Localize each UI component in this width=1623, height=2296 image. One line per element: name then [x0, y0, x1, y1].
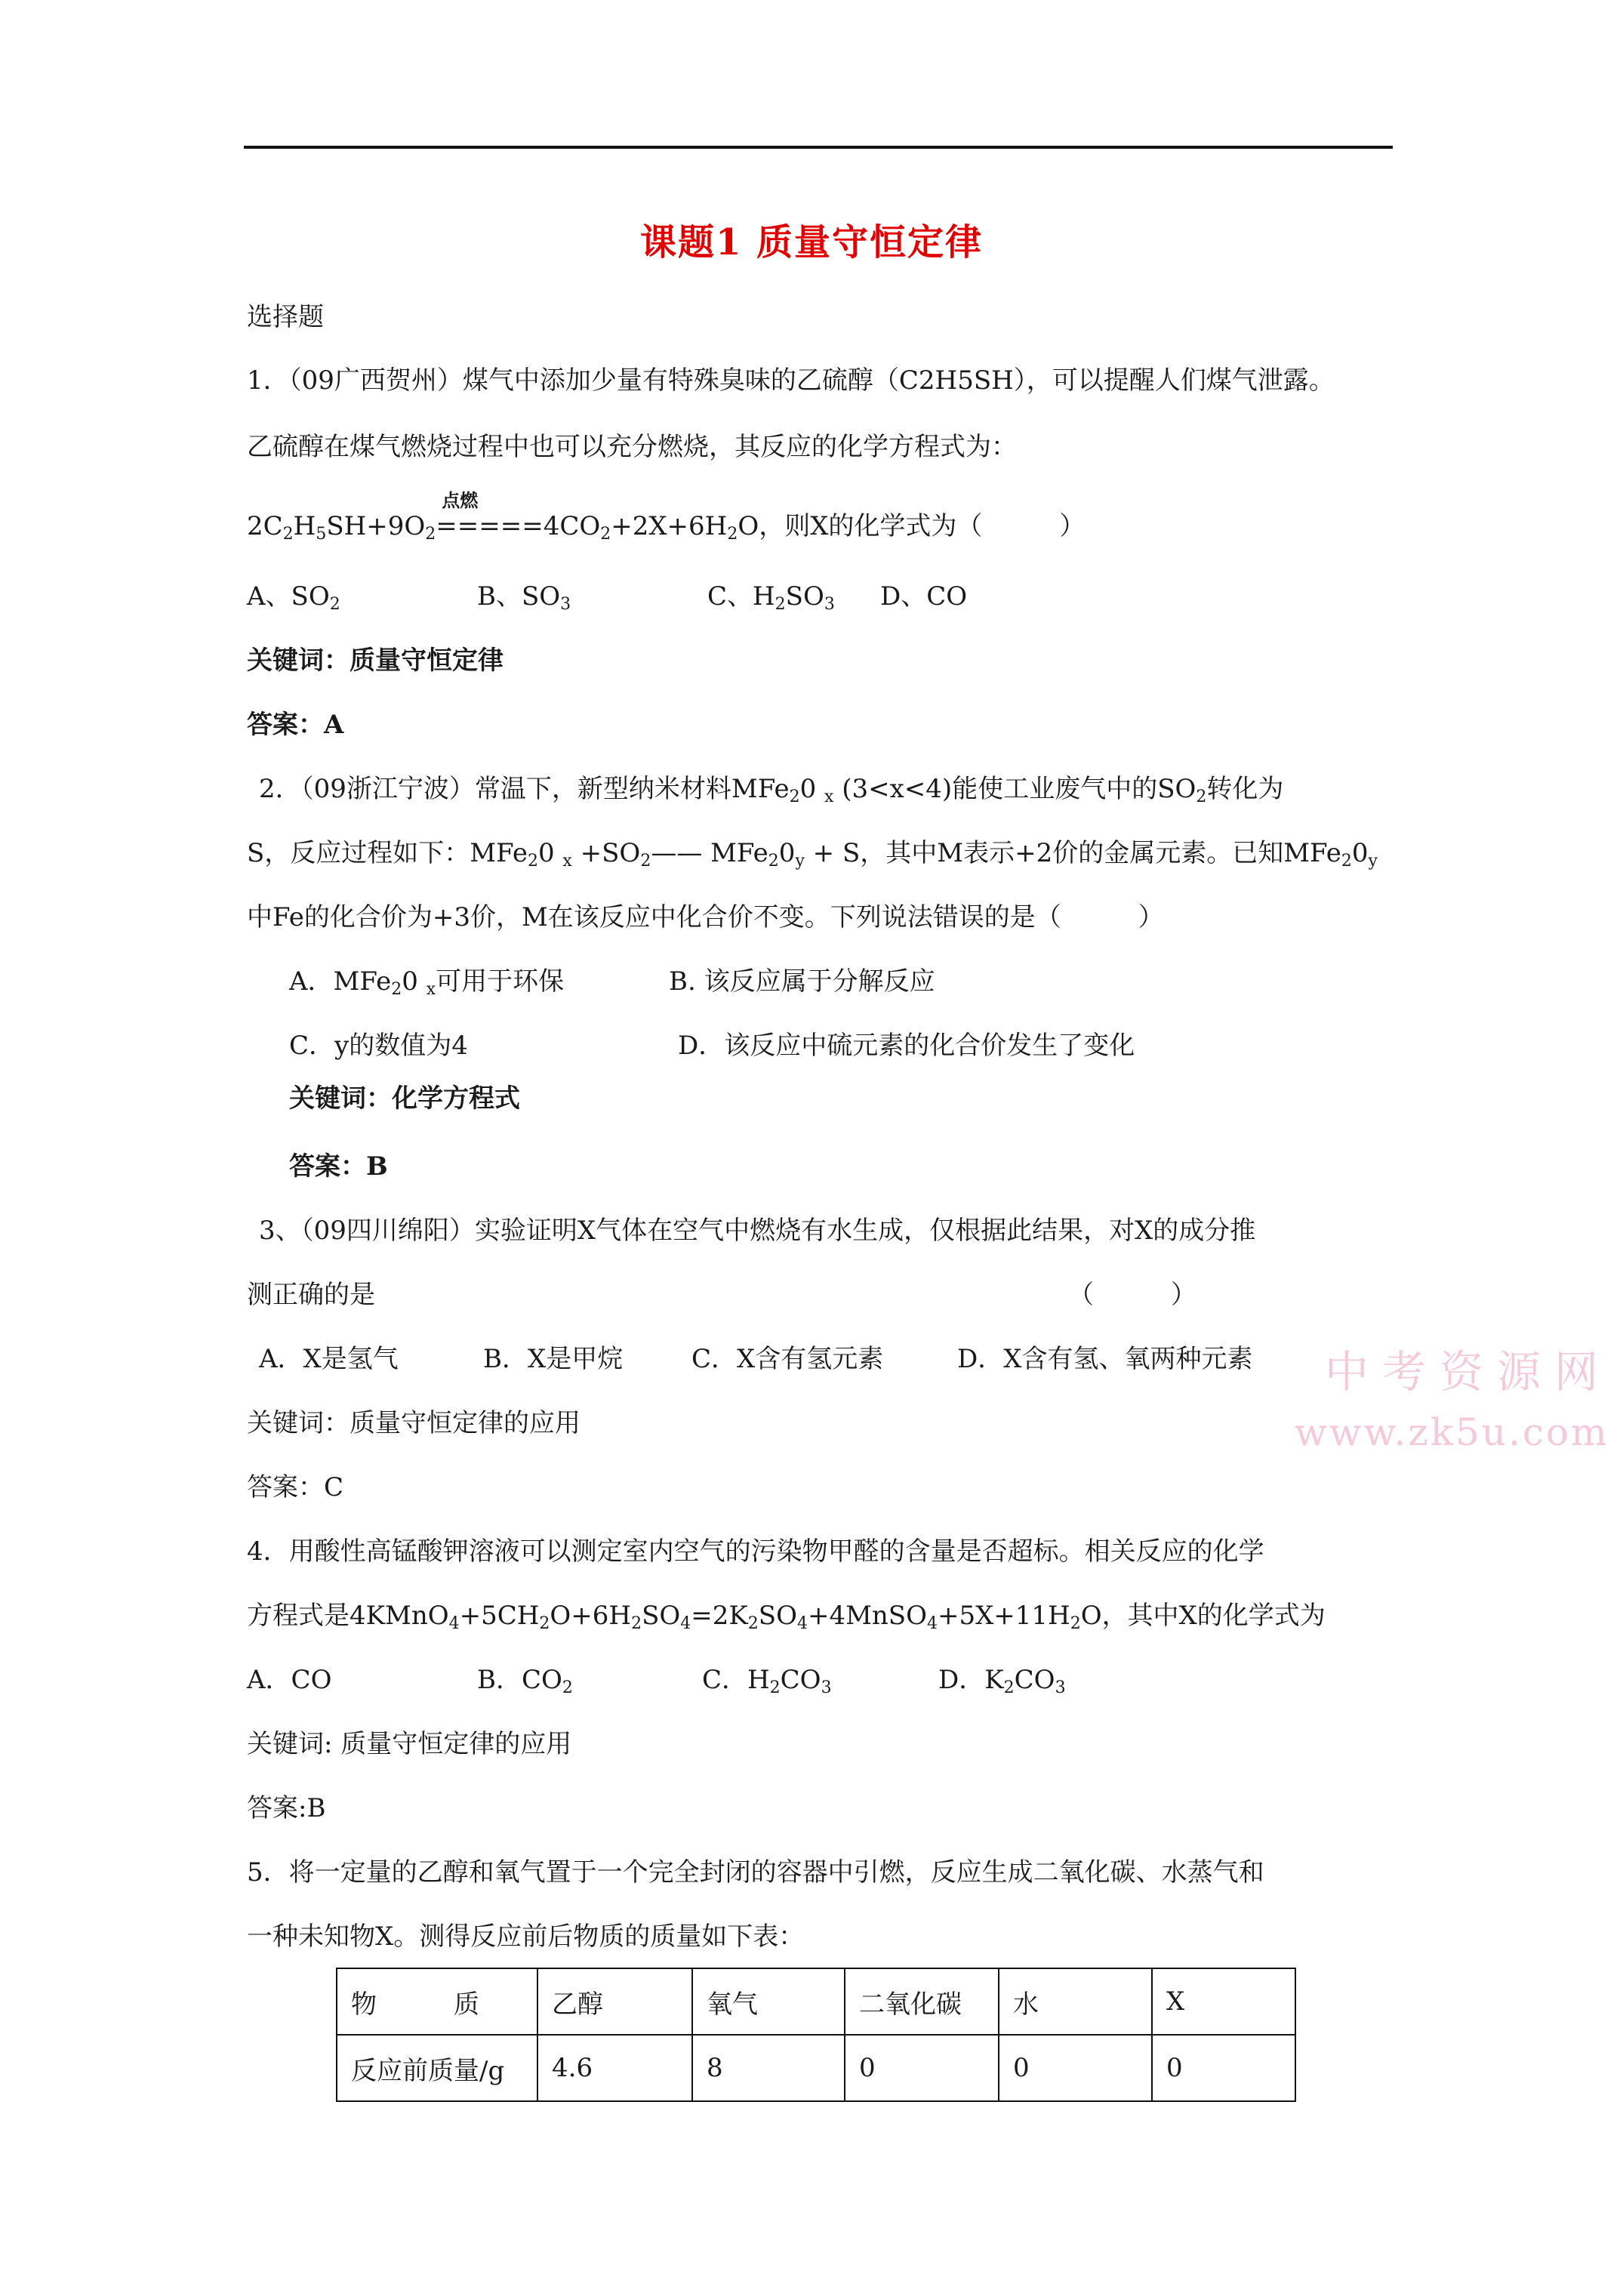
table-cell: 二氧化碳 — [845, 1968, 999, 2035]
q1-answer: 答案：A — [247, 710, 344, 740]
table-row — [337, 2035, 1295, 2101]
table-cell: 反应前质量/g — [337, 2035, 537, 2101]
q5-line1: 5．将一定量的乙醇和氧气置于一个完全封闭的容器中引燃，反应生成二氧化碳、水蒸气和 — [247, 1857, 1264, 1888]
q2-option-d: D．该反应中硫元素的化合价发生了变化 — [678, 1031, 1135, 1061]
q1-option-d: D、CO — [880, 581, 968, 612]
table-cell: 水 — [999, 1968, 1152, 2035]
q4-option-c: C．$H_2CO_3$ — [702, 1665, 832, 1697]
q1-line2: 乙硫醇在煤气燃烧过程中也可以充分燃烧，其反应的化学方程式为： — [247, 432, 1017, 462]
q4-option-a: A．CO — [247, 1665, 332, 1695]
q4-keyword: 关键词: 质量守恒定律的应用 — [247, 1729, 572, 1759]
table-cell: 氧气 — [692, 1968, 845, 2035]
q3-keyword: 关键词：质量守恒定律的应用 — [247, 1408, 581, 1438]
table-cell: 物 质 — [337, 1968, 537, 2035]
reaction-condition: 点燃 ===== — [436, 489, 544, 541]
table-header-row — [337, 1968, 1295, 2035]
q1-keyword: 关键词：质量守恒定律 — [247, 646, 504, 676]
q2-option-c: C．y的数值为4 — [289, 1031, 468, 1061]
q2-line3: 中Fe的化合价为+3价，M在该反应中化合价不变。下列说法错误的是（ ） — [247, 902, 1164, 932]
watermark-url: www.zk5u.com — [1295, 1410, 1609, 1454]
q3-option-b: B．X是甲烷 — [483, 1344, 624, 1374]
table-cell: 8 — [692, 2035, 845, 2101]
q2-keyword: 关键词：化学方程式 — [289, 1083, 520, 1114]
q4-answer: 答案:B — [247, 1793, 326, 1823]
q2-option-a: A．MFe$_2$0 $_x$可用于环保 — [289, 966, 565, 999]
mass-table — [336, 1968, 1296, 2102]
q2-line1: 2．（09浙江宁波）常温下，新型纳米材料MFe$_2$0 $_x$ (3<x<4)能使工业废气中的$SO_2$转化为 — [259, 774, 1284, 806]
watermark-text: 中考资源网 — [1325, 1346, 1612, 1398]
q1-option-c: C、$H_2SO_3$ — [707, 581, 835, 614]
table-cell: 0 — [999, 2035, 1152, 2101]
q1-option-b: B、$SO_3$ — [477, 581, 571, 614]
q2-option-b: B. 该反应属于分解反应 — [669, 966, 935, 997]
table-cell: 0 — [845, 2035, 999, 2101]
table-cell: X — [1152, 1968, 1295, 2035]
q1-equation: $2C_2H_5SH+9O_2$ 点燃 $=====4CO_2+2X+6H_2O$，则X的化学式为（ ） — [247, 489, 1086, 544]
section-heading: 选择题 — [247, 302, 324, 332]
q3-option-c: C．X含有氢元素 — [691, 1344, 884, 1374]
table-cell: 0 — [1152, 2035, 1295, 2101]
q2-answer: 答案：B — [289, 1151, 388, 1182]
table-cell: 乙醇 — [537, 1968, 692, 2035]
q1-option-a: A、$SO_2$ — [247, 581, 340, 614]
q5-line2: 一种未知物X。测得反应前后物质的质量如下表： — [247, 1922, 805, 1952]
header-rule — [244, 146, 1393, 149]
q3-answer-paren: （ ） — [1068, 1280, 1196, 1310]
page-title: 课题1 质量守恒定律 — [639, 221, 984, 264]
q3-option-d: D．X含有氢、氧两种元素 — [957, 1344, 1253, 1374]
q3-answer: 答案：C — [247, 1472, 344, 1502]
table-cell: 4.6 — [537, 2035, 692, 2101]
q3-line2: 测正确的是 — [247, 1280, 375, 1310]
q1-line1: 1．（09广西贺州）煤气中添加少量有特殊臭味的乙硫醇（C2H5SH），可以提醒人们煤气泄露。 — [247, 365, 1335, 396]
q2-line2: S，反应过程如下：MFe$_2$0 $_x +SO_2——$ $MFe_20_y + S$，其中M表示+2价的金属元素。已知$MFe_20_y$ — [247, 838, 1378, 871]
q3-line1: 3、（09四川绵阳）实验证明X气体在空气中燃烧有水生成，仅根据此结果，对X的成分推 — [259, 1216, 1256, 1246]
q4-option-d: D．$K_2CO_3$ — [938, 1665, 1066, 1697]
q4-line1: 4．用酸性高锰酸钾溶液可以测定室内空气的污染物甲醛的含量是否超标。相关反应的化学 — [247, 1536, 1264, 1567]
q4-line2: 方程式是$4KMnO_4+5CH_2O+6H_2SO_4=2K_2SO_4+4MnSO_4+5X+11H_2O$，其中X的化学式为 — [247, 1601, 1326, 1633]
q4-option-b: B．$CO_2$ — [477, 1665, 573, 1697]
q3-option-a: A．X是氢气 — [259, 1344, 399, 1374]
